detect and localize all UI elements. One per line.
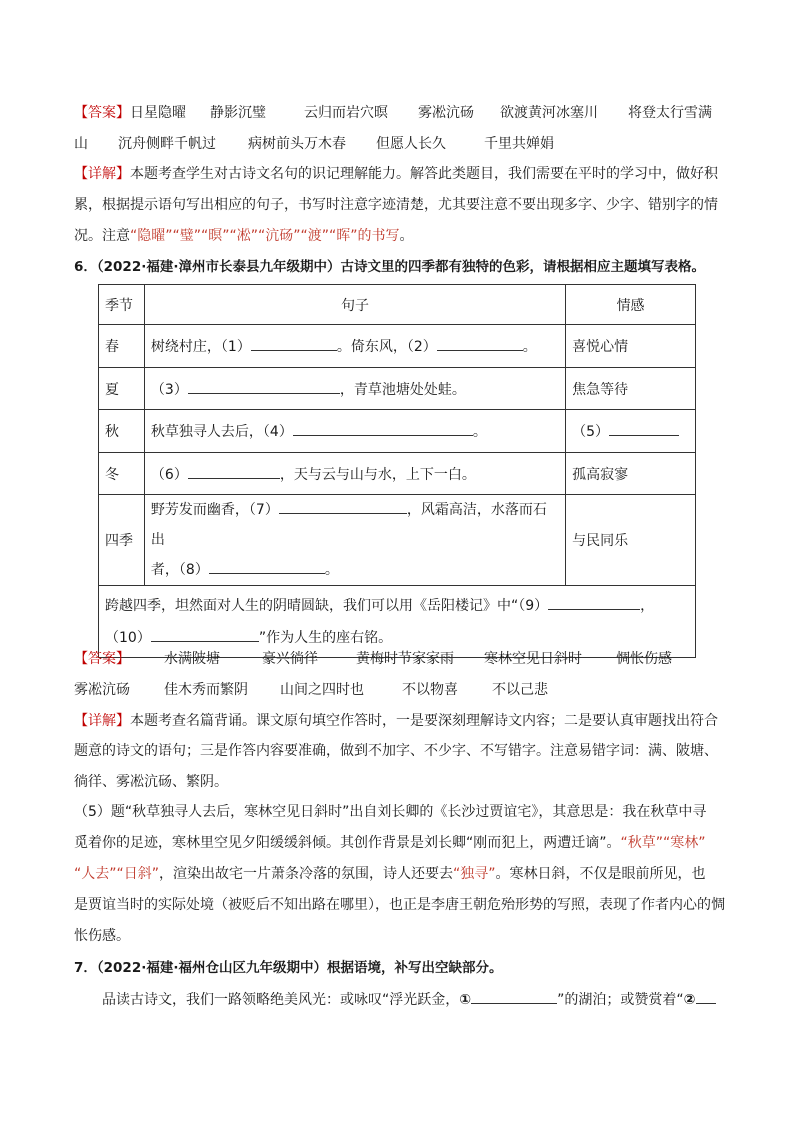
emotion-cell: 喜悦心情 xyxy=(566,325,696,368)
season-cell: 秋 xyxy=(99,410,145,453)
blank-2[interactable] xyxy=(437,336,523,351)
header-season: 季节 xyxy=(99,285,145,325)
answer-item: 寒林空见日斜时 xyxy=(484,651,582,667)
blank-circle-1[interactable] xyxy=(471,989,557,1004)
answer-item: 不以己悲 xyxy=(492,682,548,698)
summary-cell: 跨越四季，坦然面对人生的阴晴圆缺，我们可以用《岳阳楼记》中“（9） ， （10） ”作为人生的座右铭。 xyxy=(99,586,696,658)
header-sentence: 句子 xyxy=(144,285,565,325)
answer-item: 山间之四时也 xyxy=(280,682,364,698)
header-emotion: 情感 xyxy=(566,285,696,325)
answer-item: 惆怅伤感 xyxy=(616,651,672,667)
answer-row-2 xyxy=(74,134,554,154)
answer-item: 但愿人长久 xyxy=(376,136,446,152)
answer-tag: 【答案】 xyxy=(74,651,130,667)
answer-item: 病树前头万木春 xyxy=(248,136,346,152)
season-cell: 冬 xyxy=(99,453,145,495)
question-6-heading: 6．（2022·福建·漳州市长泰县九年级期中）古诗文里的四季都有独特的色彩，请根据相应主题填写表格。 xyxy=(74,259,705,275)
answer-item: 将登太行雪满 xyxy=(628,105,712,121)
answer-tag: 【答案】 xyxy=(74,105,130,121)
detail-line: 况。注意“隐曜”“璧”“暝”“凇”“沆砀”“渡”“晖”的书写。 xyxy=(74,228,414,244)
detail-line: 怅伤感。 xyxy=(74,928,130,944)
detail-line: “人去”“日斜”，渲染出故宅一片萧条冷落的氛围，诗人还要去“独寻”。寒林日斜，不仅是眼前所见，也 xyxy=(74,866,706,882)
detail-line: 觅着你的足迹，寒林里空见夕阳缓缓斜倾。其创作背景是刘长卿“刚而犯上，两遭迁谪”。“秋草”“寒林” xyxy=(74,835,706,851)
question-7-text: 品读古诗文，我们一路领略绝美风光：或咏叹“浮光跃金，① ”的湖泊；或赞赏着“② xyxy=(102,989,716,1010)
answer-row-2 xyxy=(74,680,548,700)
sentence-cell: 树绕村庄，（1） 。倚东风，（2） 。 xyxy=(144,325,565,368)
answer-item: 雾凇沆砀 xyxy=(74,682,130,698)
table-row xyxy=(99,368,696,410)
answer-item: 佳木秀而繁阴 xyxy=(164,682,248,698)
detail-line: （5）题“秋草独寻人去后，寒林空见日斜时”出自刘长卿的《长沙过贾谊宅》，其意思是：我在秋草中寻 xyxy=(74,804,707,820)
sentence-cell: （3） ，青草池塘处处蛙。 xyxy=(144,368,565,410)
answer-row-1 xyxy=(74,649,672,669)
blank-10[interactable] xyxy=(151,627,259,642)
question-7-heading: 7．（2022·福建·福州仓山区九年级期中）根据语境，补写出空缺部分。 xyxy=(74,960,503,976)
table-row-summary xyxy=(99,586,696,658)
detail-line: 是贾谊当时的实际处境（被贬后不知出路在哪里），也正是李唐王朝危殆形势的写照，表现了作者内心的惆 xyxy=(74,897,725,913)
emotion-cell: （5） xyxy=(566,410,696,453)
answer-item: 雾凇沆砀 xyxy=(418,105,474,121)
detail-tag: 【详解】 xyxy=(74,713,130,729)
answer-item: 豪兴徜徉 xyxy=(262,651,318,667)
blank-9[interactable] xyxy=(548,595,640,610)
answer-item: 不以物喜 xyxy=(402,682,458,698)
table-row xyxy=(99,410,696,453)
answer-row-1 xyxy=(74,103,712,123)
blank-8[interactable] xyxy=(209,559,325,574)
season-cell: 夏 xyxy=(99,368,145,410)
detail-tag: 【详解】 xyxy=(74,166,130,182)
emotion-cell: 与民同乐 xyxy=(566,495,696,586)
detail-line: 题意的诗文的语句；三是作答内容要准确，做到不加字、不少字、不写错字。注意易错字词：满、陂塘、 xyxy=(74,743,718,759)
seasons-table xyxy=(98,284,696,658)
blank-circle-2[interactable] xyxy=(696,989,716,1004)
answer-item: 山 xyxy=(74,136,88,152)
emotion-cell: 焦急等待 xyxy=(566,368,696,410)
season-cell: 四季 xyxy=(99,495,145,586)
blank-1[interactable] xyxy=(251,336,337,351)
answer-item: 水满陂塘 xyxy=(164,651,220,667)
table-row xyxy=(99,453,696,495)
table-row xyxy=(99,495,696,586)
blank-7[interactable] xyxy=(279,499,407,514)
answer-item: 欲渡黄河冰塞川 xyxy=(500,105,598,121)
answer-item: 日星隐曜 xyxy=(130,105,186,121)
answer-item: 静影沉璧 xyxy=(210,105,266,121)
table-header-row xyxy=(99,285,696,325)
blank-4[interactable] xyxy=(293,421,473,436)
blank-3[interactable] xyxy=(188,379,340,394)
emotion-cell: 孤高寂寥 xyxy=(566,453,696,495)
sentence-cell: 秋草独寻人去后，（4） 。 xyxy=(144,410,565,453)
answer-item: 千里共婵娟 xyxy=(484,136,554,152)
blank-5[interactable] xyxy=(609,421,679,436)
table-row xyxy=(99,325,696,368)
sentence-cell: （6） ，天与云与山与水，上下一白。 xyxy=(144,453,565,495)
blank-6[interactable] xyxy=(188,464,280,479)
season-cell: 春 xyxy=(99,325,145,368)
sentence-cell: 野芳发而幽香，（7） ，风霜高洁，水落而石出 者，（8） 。 xyxy=(144,495,565,586)
detail-line: 【详解】本题考查名篇背诵。课文原句填空作答时，一是要深刻理解诗文内容；二是要认真审题找出符合 xyxy=(74,713,718,729)
answer-item: 云归而岩穴暝 xyxy=(304,105,388,121)
detail-line: 【详解】本题考查学生对古诗文名句的识记理解能力。解答此类题目，我们需要在平时的学习中，做好积 xyxy=(74,166,718,182)
answer-item: 沉舟侧畔千帆过 xyxy=(118,136,216,152)
detail-line: 徜徉、雾凇沆砀、繁阴。 xyxy=(74,774,228,790)
answer-item: 黄梅时节家家雨 xyxy=(356,651,454,667)
detail-line: 累，根据提示语句写出相应的句子，书写时注意字迹清楚，尤其要注意不要出现多字、少字、错别字的情 xyxy=(74,197,718,213)
